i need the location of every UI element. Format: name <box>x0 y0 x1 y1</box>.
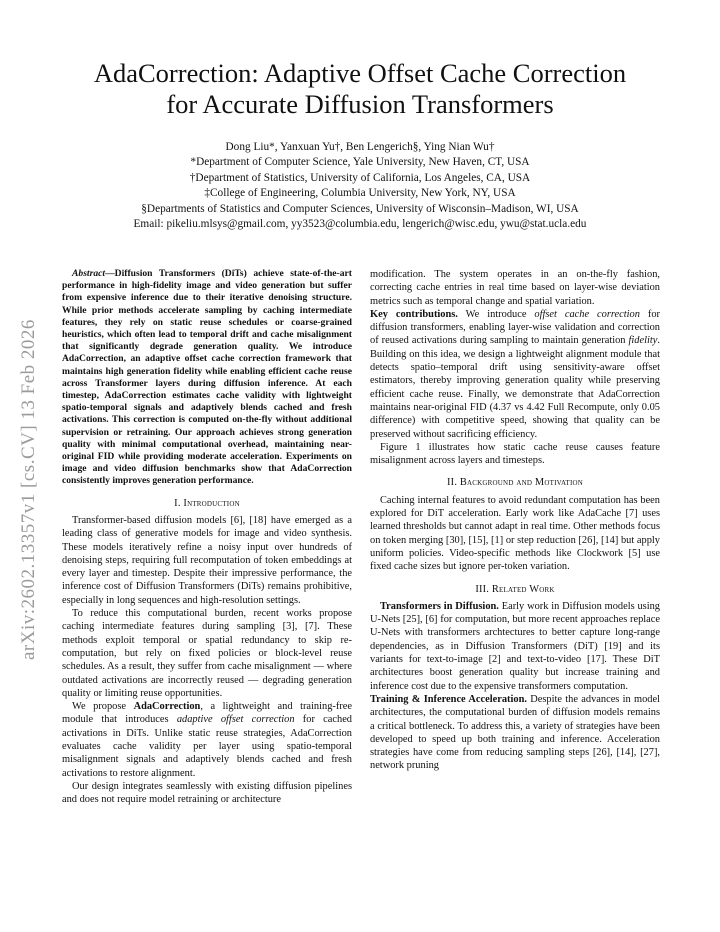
author-list: Dong Liu*, Yanxuan Yu†, Ben Lengerich§, Ying Nian Wu† <box>225 141 495 153</box>
affiliation-4: §Departments of Statistics and Computer Sciences, University of Wisconsin–Madison, WI, USA <box>141 202 579 215</box>
abstract-text: Diffusion Transformers (DiTs) achieve state-of-the-art performance in high-fidelity image and video generation but suffer from expensive inference due to their iterative denoising structure. While prior methods accelerate sampling by caching intermediate features, they rely on static reuse schedules or coarse-grained heuristics, which often lead to temporal drift and cache misalignment that significantly degrade generation quality. We introduce AdaCorrection, an adaptive offset cache correction framework that maintains high generation fidelity while enabling efficient cache reuse across Transformer layers during diffusion inference. At each timestep, AdaCorrection estimates cache validity with lightweight spatio-temporal signals and adaptively blends cached and fresh activations. This correction is computed on-the-fly without additional supervision or retraining. Our approach achieves strong generation quality with minimal computational overhead, maintaining near-original FID while providing moderate acceleration. Experiments on image and video diffusion benchmarks show that AdaCorrection consistently improves generation performance. <box>62 268 352 487</box>
kc-c: for diffusion transformers, enabling layer-wise validation and correction of reused activations during sampling to maintain generation <box>370 308 660 347</box>
affiliation-2: †Department of Statistics, University of California, Los Angeles, CA, USA <box>189 171 531 184</box>
title-line-1: AdaCorrection: Adaptive Offset Cache Correction <box>93 58 627 88</box>
author-block <box>60 140 660 232</box>
key-contributions <box>370 308 660 441</box>
tid-text: Early work in Diffusion models using U-Nets [25], [6] for computation, but more recent approaches replace U-Nets with transformers archtectures to better capture long-range dependencies, as in Diffusion Transformers (DiT) [19] and its variants for text-to-image [2] and text-to-video [17]. These DiT architectures boost generation quality but increase training and inference cost due to the expensive transformers computation. <box>370 600 660 692</box>
kc-emph-2: fidelity <box>628 335 658 347</box>
intro-p3-a: We propose <box>72 701 134 713</box>
tid-label: Transformers in Diffusion. <box>380 600 499 612</box>
tia-label: Training & Inference Acceleration. <box>370 693 527 705</box>
background-paragraph: Caching internal features to avoid redundant computation has been explored for DiT acceleration. Early work like AdaCache [7] uses learned thresholds but cannot adapt in real time. Other methods focus on token merging [30], [15], [1] or step reduction [26], [14] but apply uniform policies. Video-specific methods like Clockwork [5] use fixed cache sizes but ignore per-token variation. <box>370 494 660 573</box>
abstract-dash: — <box>105 268 115 279</box>
intro-paragraph-2: To reduce this computational burden, recent works propose caching intermediate features during sampling [3], [7]. These methods exploit temporal or spatial redundancy to skip re-computation, but rely on fixed policies or block-level reuse schedules. As a result, they suffer from cache misalignment — where outdated activations are incorrectly reused — degrading generation quality or limiting reuse opportunities. <box>62 608 352 699</box>
affiliation-1: *Department of Computer Science, Yale University, New Haven, CT, USA <box>190 156 530 169</box>
abstract <box>62 268 352 488</box>
method-name: AdaCorrection <box>133 701 201 713</box>
kc-emph-1: offset cache correction <box>534 308 640 320</box>
section-heading-background: II. Background and Motivation <box>447 477 583 489</box>
intro-paragraph-4: Our design integrates seamlessly with existing diffusion pipelines and does not require model retraining or architecture <box>62 780 352 806</box>
figure-reference: Figure 1 illustrates how static cache reuse causes feature misalignment across layers and timesteps. <box>370 441 660 467</box>
intro-p3-emph: adaptive offset correction <box>176 714 295 726</box>
affiliation-3: ‡College of Engineering, Columbia University, New York, NY, USA <box>204 187 516 200</box>
email-line: Email: pikeliu.mlsys@gmail.com, yy3523@columbia.edu, lengerich@wisc.edu, ywu@stat.ucla.edu <box>133 218 587 231</box>
intro-paragraph-3 <box>62 700 352 780</box>
arxiv-identifier: arXiv:2602.13357v1 [cs.CV] 13 Feb 2026 <box>18 319 39 660</box>
left-column <box>62 268 352 806</box>
section-heading-introduction: I. Introduction <box>174 497 240 509</box>
training-inference-acceleration <box>370 693 660 773</box>
intro-paragraph-1: Transformer-based diffusion models [6], [18] have emerged as a leading class of generative models for image and video synthesis. These models iteratively refine a noisy input over hundreds of denoising steps, requiring full recomputation of token embeddings at every layer and timestep. Despite their impressive performance, the inference cost of Diffusion Transformers (DiTs) remains prohibitive, especially in long sequences and high-resolution settings. <box>62 514 352 606</box>
key-contributions-label: Key contributions. <box>370 308 458 320</box>
transformers-in-diffusion <box>370 600 660 693</box>
intro-p3-e: for cached activations in DiTs. Unlike static reuse strategies, AdaCorrection evaluates cache validity per layer using spatio-temporal misalignment signals and adaptively blends cached and fresh activations to restore alignment. <box>62 714 353 779</box>
right-column <box>370 268 660 773</box>
abstract-label: Abstract <box>72 268 106 279</box>
intro-p3-c: , a lightweight and training-free module that introduces <box>62 701 352 726</box>
kc-a: We introduce <box>457 308 535 320</box>
intro-continuation: modification. The system operates in an on-the-fly fashion, correcting cache entries in real time based on layer-wise deviation metrics such as temporal change and spatial variation. <box>370 269 660 307</box>
kc-e: . Building on this idea, we design a lightweight alignment module that detects spatio–temporal drift using sensitivity-aware offset estimators, thereby improving generation quality while preserving efficient cache reuse. Finally, we demonstrate that AdaCorrection maintains near-original FID (4.37 vs 4.42 Full Recompute, only 0.05 difference) with competitive speed, showing that quality can be preserved without sacrificing efficiency. <box>370 335 660 440</box>
section-heading-related-work: III. Related Work <box>475 583 555 595</box>
title-line-2: for Accurate Diffusion Transformers <box>166 89 554 119</box>
paper-title <box>60 58 660 120</box>
tia-text: Despite the advances in model architectures, the computational burden of diffusion models remains a critical bottleneck. To address this, a variety of strategies have been developed to speed up both training and inference. Acceleration strategies have come from reducing sampling steps [26], [14], [27], network pruning <box>370 693 660 772</box>
